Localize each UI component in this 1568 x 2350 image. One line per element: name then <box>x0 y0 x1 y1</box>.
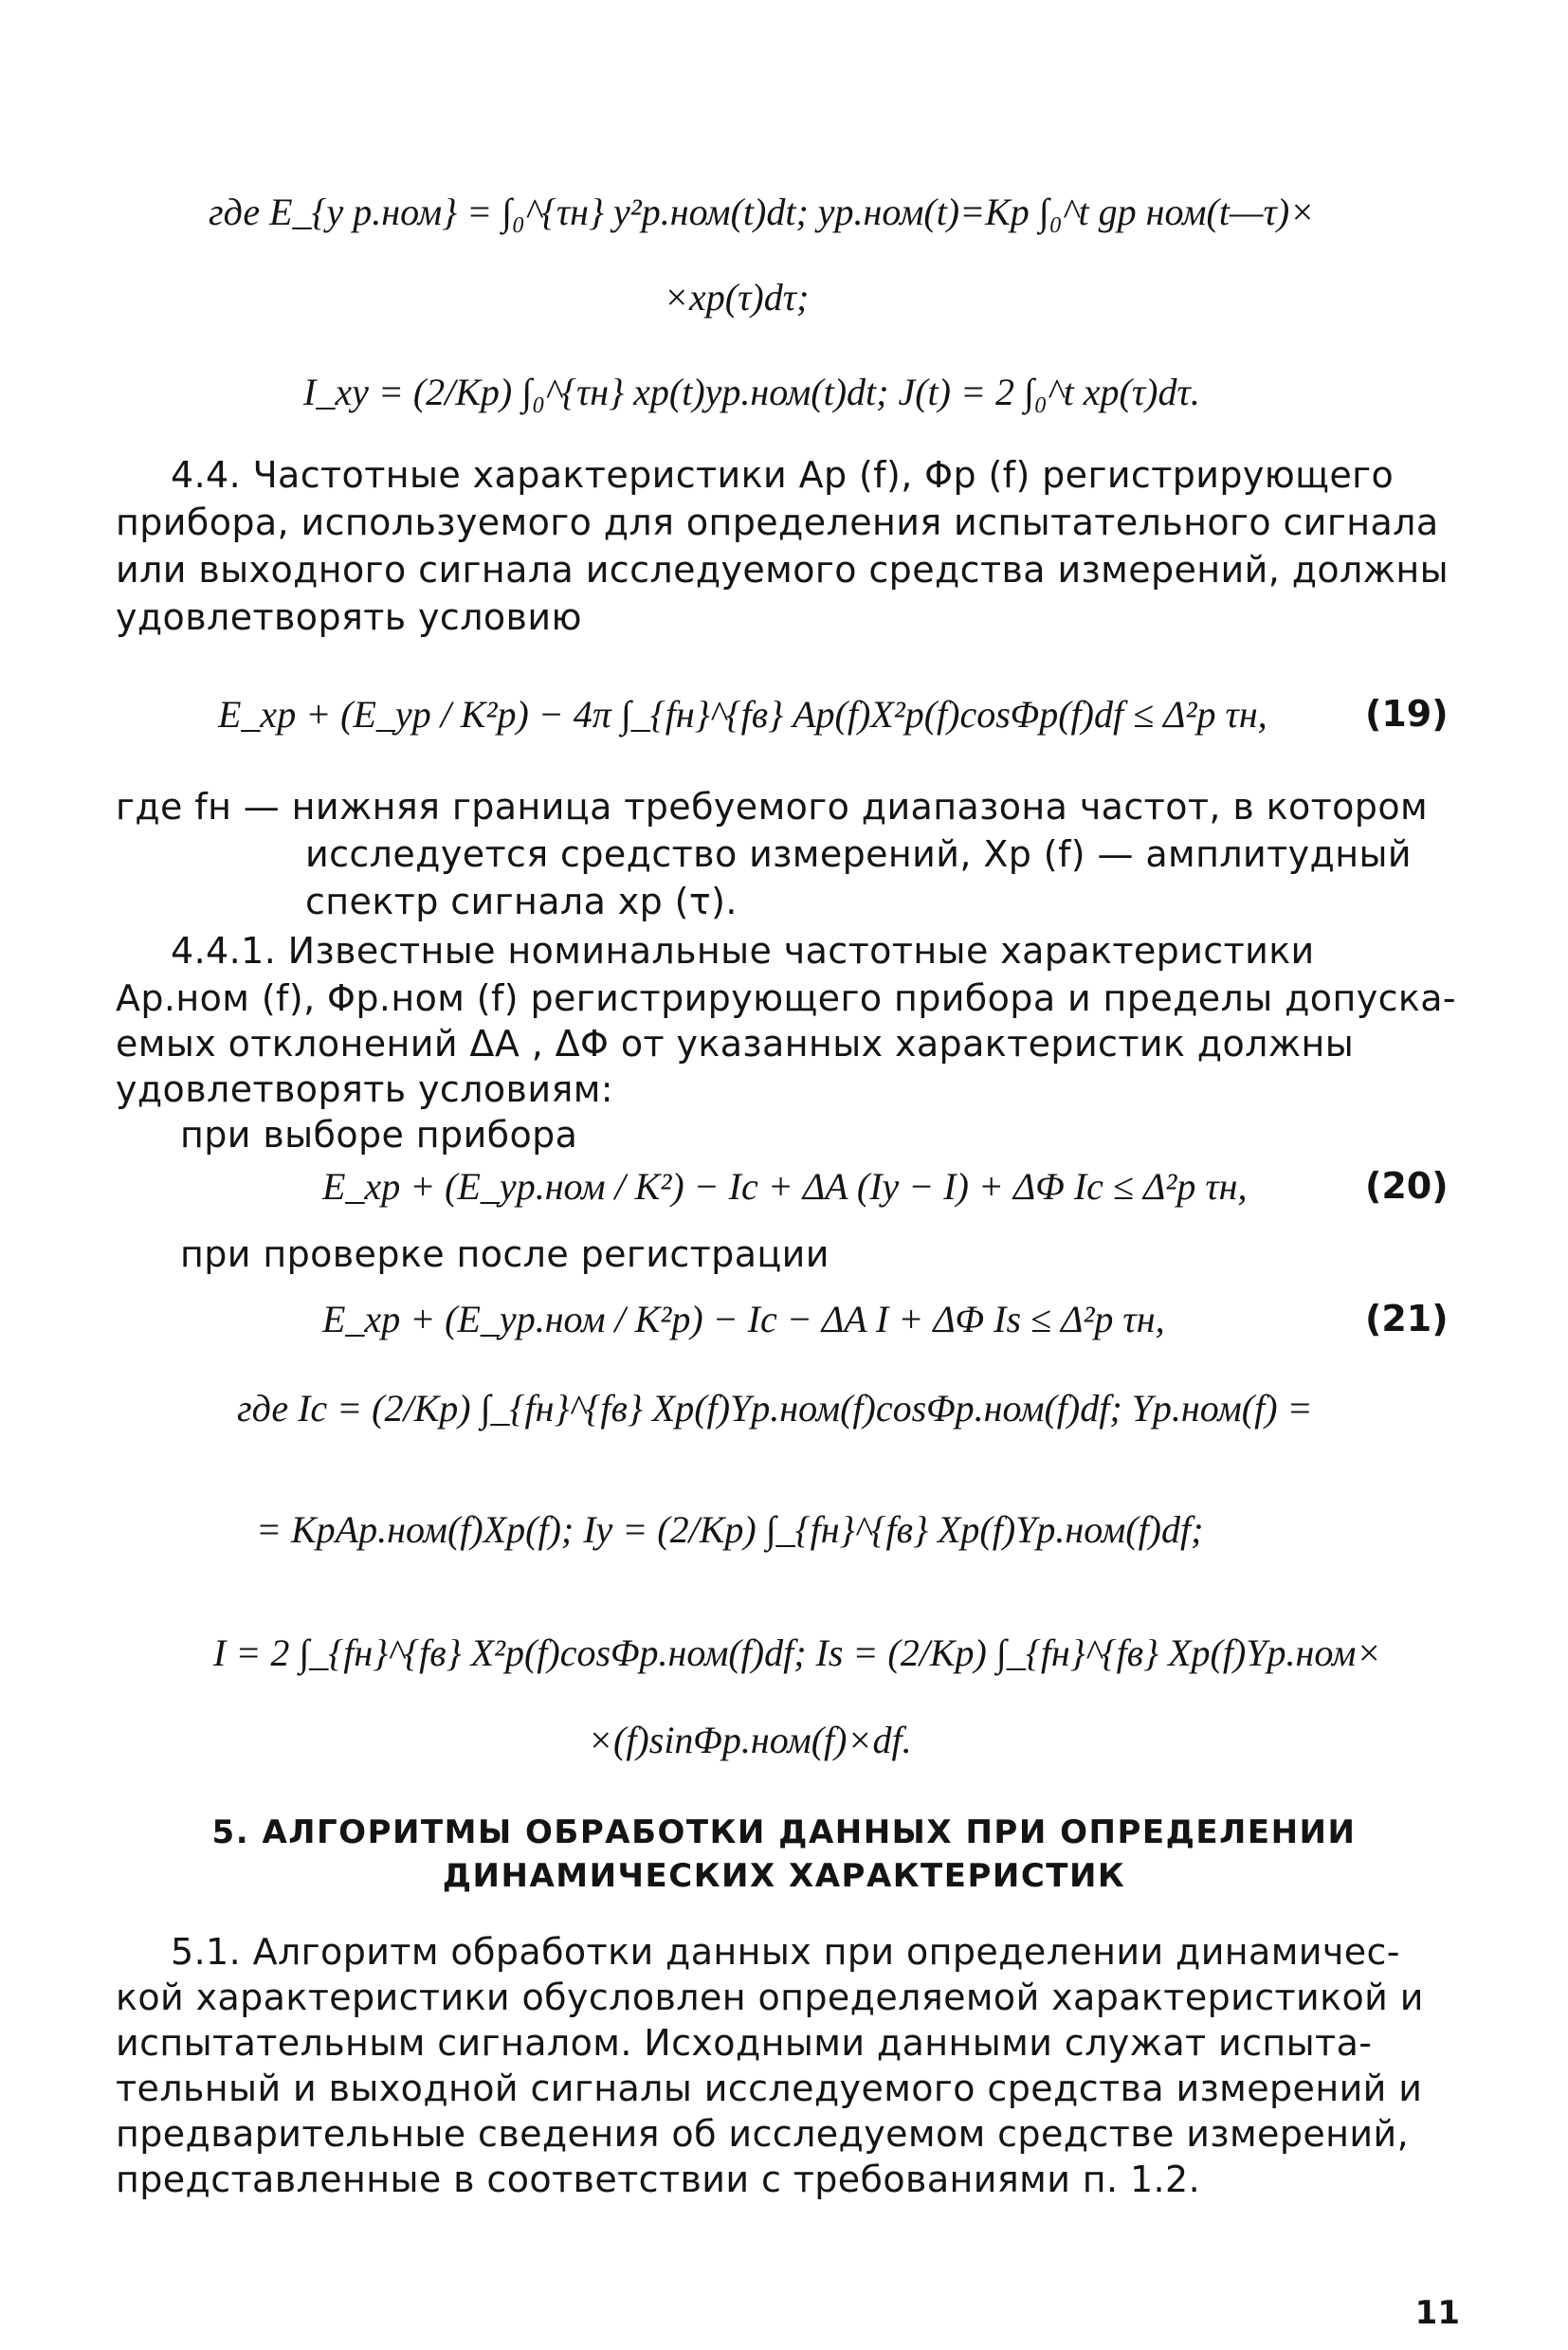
paragraph-5-1-line-2: кой характеристики обусловлен определяемой характеристикой и <box>116 1977 1424 2018</box>
equation-number-19: (19) <box>1365 693 1449 735</box>
section-heading-line-2: ДИНАМИЧЕСКИХ ХАРАКТЕРИСТИК <box>442 1857 1126 1895</box>
paragraph-4-4-1-line-4: удовлетворять условиям: <box>116 1068 613 1110</box>
where-line-1: где fн — нижняя граница требуемого диапазона частот, в котором <box>116 786 1429 828</box>
formula-iy-definition: = KрAр.ном(f)Xр(f); Iy = (2/Kр) ∫_{fн}^{fв} Xр(f)Yр.ном(f)df; <box>256 1508 1204 1551</box>
formula-i-is-definition: I = 2 ∫_{fн}^{fв} X²р(f)cosΦр.ном(f)df; Is = (2/Kр) ∫_{fн}^{fв} Xр(f)Yр.ном× <box>213 1631 1382 1674</box>
paragraph-5-1-line-3: испытательным сигналом. Исходными данными служат испыта- <box>116 2022 1373 2064</box>
paragraph-5-1-line-6: представленные в соответствии с требованиями п. 1.2. <box>116 2159 1201 2200</box>
where-line-3: спектр сигнала xр (τ). <box>305 881 738 922</box>
where-line-2: исследуется средство измерений, Xр (f) — амплитудный <box>305 833 1412 875</box>
paragraph-4-4-1-line-3: емых отклонений ΔA , ΔΦ от указанных характеристик должны <box>116 1023 1355 1065</box>
section-heading-line-1: 5. АЛГОРИТМЫ ОБРАБОТКИ ДАННЫХ ПРИ ОПРЕДЕЛЕНИИ <box>211 1813 1357 1851</box>
paragraph-4-4-line-2: прибора, используемого для определения испытательного сигнала <box>116 501 1439 543</box>
paragraph-4-4-line-4: удовлетворять условию <box>116 596 582 638</box>
paragraph-4-4-line-1 <box>171 453 1464 497</box>
formula-19: E_xр + (E_yр / K²р) − 4π ∫_{fн}^{fв} Aр(f)X²р(f)cosΦр(f)df ≤ Δ²р τн, <box>218 693 1267 736</box>
paragraph-5-1-line-4: тельный и выходной сигналы исследуемого средства измерений и <box>116 2068 1423 2109</box>
formula-21: E_xр + (E_yр.ном / K²р) − Ic − ΔA I + ΔΦ Is ≤ Δ²р τн, <box>322 1298 1165 1340</box>
text-span: 4.4. Частотные характеристики Aр (f), Φр (f) регистрирующего <box>171 454 1395 496</box>
formula-energy-definition-cont: ×xр(τ)dτ; <box>664 276 810 319</box>
paragraph-5-1-line-1: 5.1. Алгоритм обработки данных при определении динамичес- <box>171 1931 1400 1973</box>
formula-20: E_xр + (E_yр.ном / K²) − Ic + ΔA (Iy − I) + ΔΦ Ic ≤ Δ²р τн, <box>322 1165 1248 1208</box>
paragraph-4-4-1-line-2: Aр.ном (f), Φр.ном (f) регистрирующего прибора и пределы допуска- <box>116 977 1457 1019</box>
formula-is-definition-cont: ×(f)sinΦр.ном(f)×df. <box>588 1719 912 1761</box>
paragraph-4-4-line-3: или выходного сигнала исследуемого средства измерений, должны <box>116 549 1449 591</box>
formula-ic-definition: где Ic = (2/Kр) ∫_{fн}^{fв} Xр(f)Yр.ном(f)cosΦр.ном(f)df; Yр.ном(f) = <box>237 1387 1313 1430</box>
check-after-registration-label: при проверке после регистрации <box>180 1233 830 1275</box>
paragraph-4-4-1-line-1: 4.4.1. Известные номинальные частотные характеристики <box>171 930 1315 972</box>
formula-ixy-definition: I_xy = (2/Kр) ∫₀^{τн} xр(t)yр.ном(t)dt; J(t) = 2 ∫₀^t xр(τ)dτ. <box>303 371 1200 413</box>
paragraph-5-1-line-5: предварительные сведения об исследуемом средстве измерений, <box>116 2113 1410 2155</box>
page-number: 11 <box>1414 2294 1460 2332</box>
equation-number-20: (20) <box>1365 1165 1449 1207</box>
equation-number-21: (21) <box>1365 1298 1449 1339</box>
choose-device-label: при выборе прибора <box>180 1114 578 1156</box>
formula-energy-definition: где E_{y р.ном} = ∫₀^{τн} y²р.ном(t)dt; yр.ном(t)=Kр ∫₀^t gр ном(t—τ)× <box>209 191 1316 233</box>
